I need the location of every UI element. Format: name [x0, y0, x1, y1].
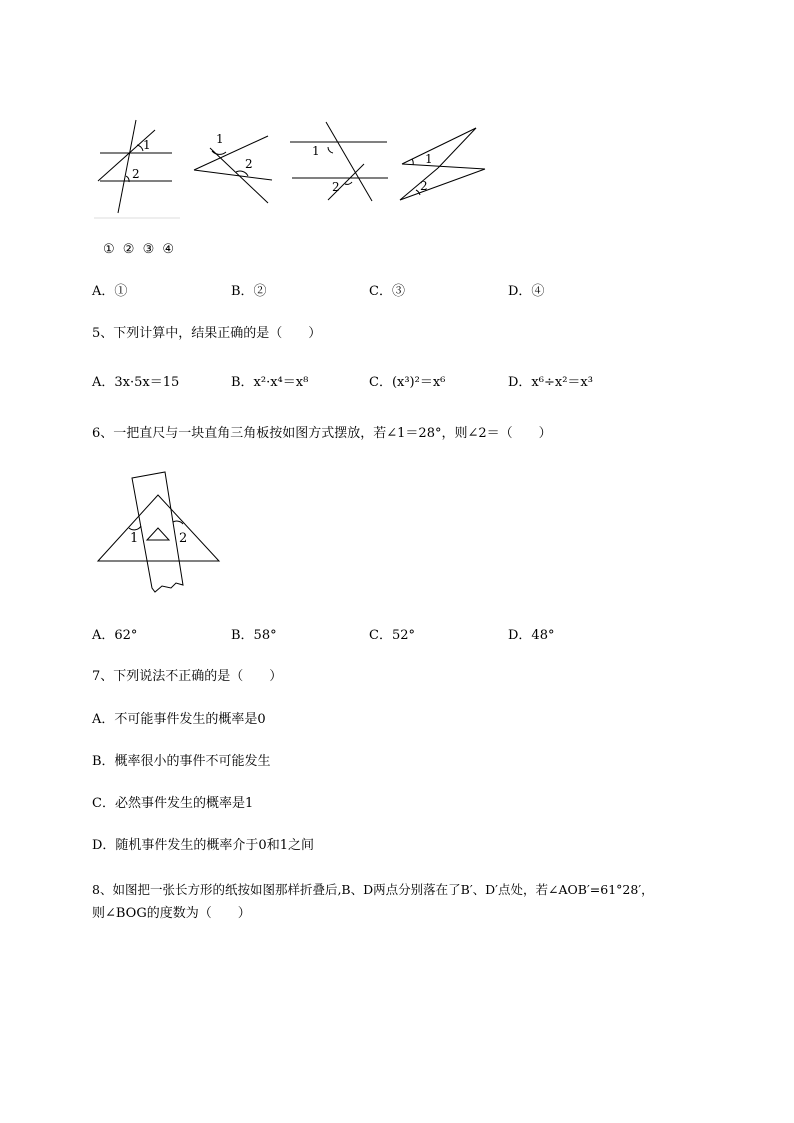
q4-option-a[interactable]: A．①	[92, 284, 128, 299]
q6-option-a[interactable]: A．62°	[92, 628, 138, 643]
q6-angle2-arc	[173, 521, 183, 524]
q4-fig2-label-2: 2	[245, 157, 253, 171]
q6-label-2: 2	[179, 531, 188, 546]
q7-stem: 7、下列说法不正确的是（ ）	[92, 669, 283, 684]
q4-option-b[interactable]: B．②	[231, 284, 267, 299]
q5-option-c[interactable]: C．(x³)²＝x⁶	[369, 375, 446, 390]
q4-fig1-label-1: 1	[143, 138, 151, 152]
q5-stem: 5、下列计算中，结果正确的是（ ）	[92, 326, 322, 341]
q4-fig3-label-1: 1	[312, 144, 320, 158]
q5-option-d[interactable]: D．x⁶÷x²＝x³	[508, 375, 593, 390]
q6-label-1: 1	[130, 531, 139, 546]
q6-angle1-arc	[129, 526, 141, 530]
q5-option-b[interactable]: B．x²·x⁴＝x⁸	[231, 375, 309, 390]
q7-option-d[interactable]: D．随机事件发生的概率介于0和1之间	[92, 838, 314, 853]
q5-option-a[interactable]: A．3x·5x＝15	[92, 375, 180, 390]
q6-option-c[interactable]: C．52°	[369, 628, 415, 643]
q4-fig4-label-2: 2	[420, 179, 428, 193]
q4-fig4-label-1: 1	[425, 152, 433, 166]
q4-fig1-label-2: 2	[132, 167, 140, 181]
q8-stem-line1: 8、如图把一张长方形的纸按如图那样折叠后,B、D两点分别落在了B′、D′点处，若∠AOB′=61°28′，	[92, 882, 654, 897]
q4-option-d[interactable]: D．④	[508, 284, 545, 299]
q7-option-c[interactable]: C．必然事件发生的概率是1	[92, 796, 254, 811]
q6-option-d[interactable]: D．48°	[508, 628, 555, 643]
q4-fig2-label-1: 1	[216, 132, 224, 146]
q6-figure	[95, 470, 225, 596]
q4-figures	[90, 118, 490, 223]
q4-figure-2	[194, 136, 272, 203]
q4-figure-numbers: ① ② ③ ④	[103, 242, 177, 257]
q6-ruler	[132, 472, 183, 592]
q6-option-b[interactable]: B．58°	[231, 628, 277, 643]
q4-fig3-label-2: 2	[332, 180, 340, 194]
q7-option-b[interactable]: B．概率很小的事件不可能发生	[92, 754, 271, 769]
q6-stem: 6、一把直尺与一块直角三角板按如图方式摆放，若∠1＝28°，则∠2＝（ ）	[92, 426, 552, 441]
q8-stem-line2: 则∠BOG的度数为（ ）	[92, 906, 251, 921]
q6-inner-triangle	[147, 528, 169, 540]
q7-option-a[interactable]: A．不可能事件发生的概率是0	[92, 712, 266, 727]
q4-figure-4	[400, 128, 485, 200]
q4-option-c[interactable]: C．③	[369, 284, 405, 299]
